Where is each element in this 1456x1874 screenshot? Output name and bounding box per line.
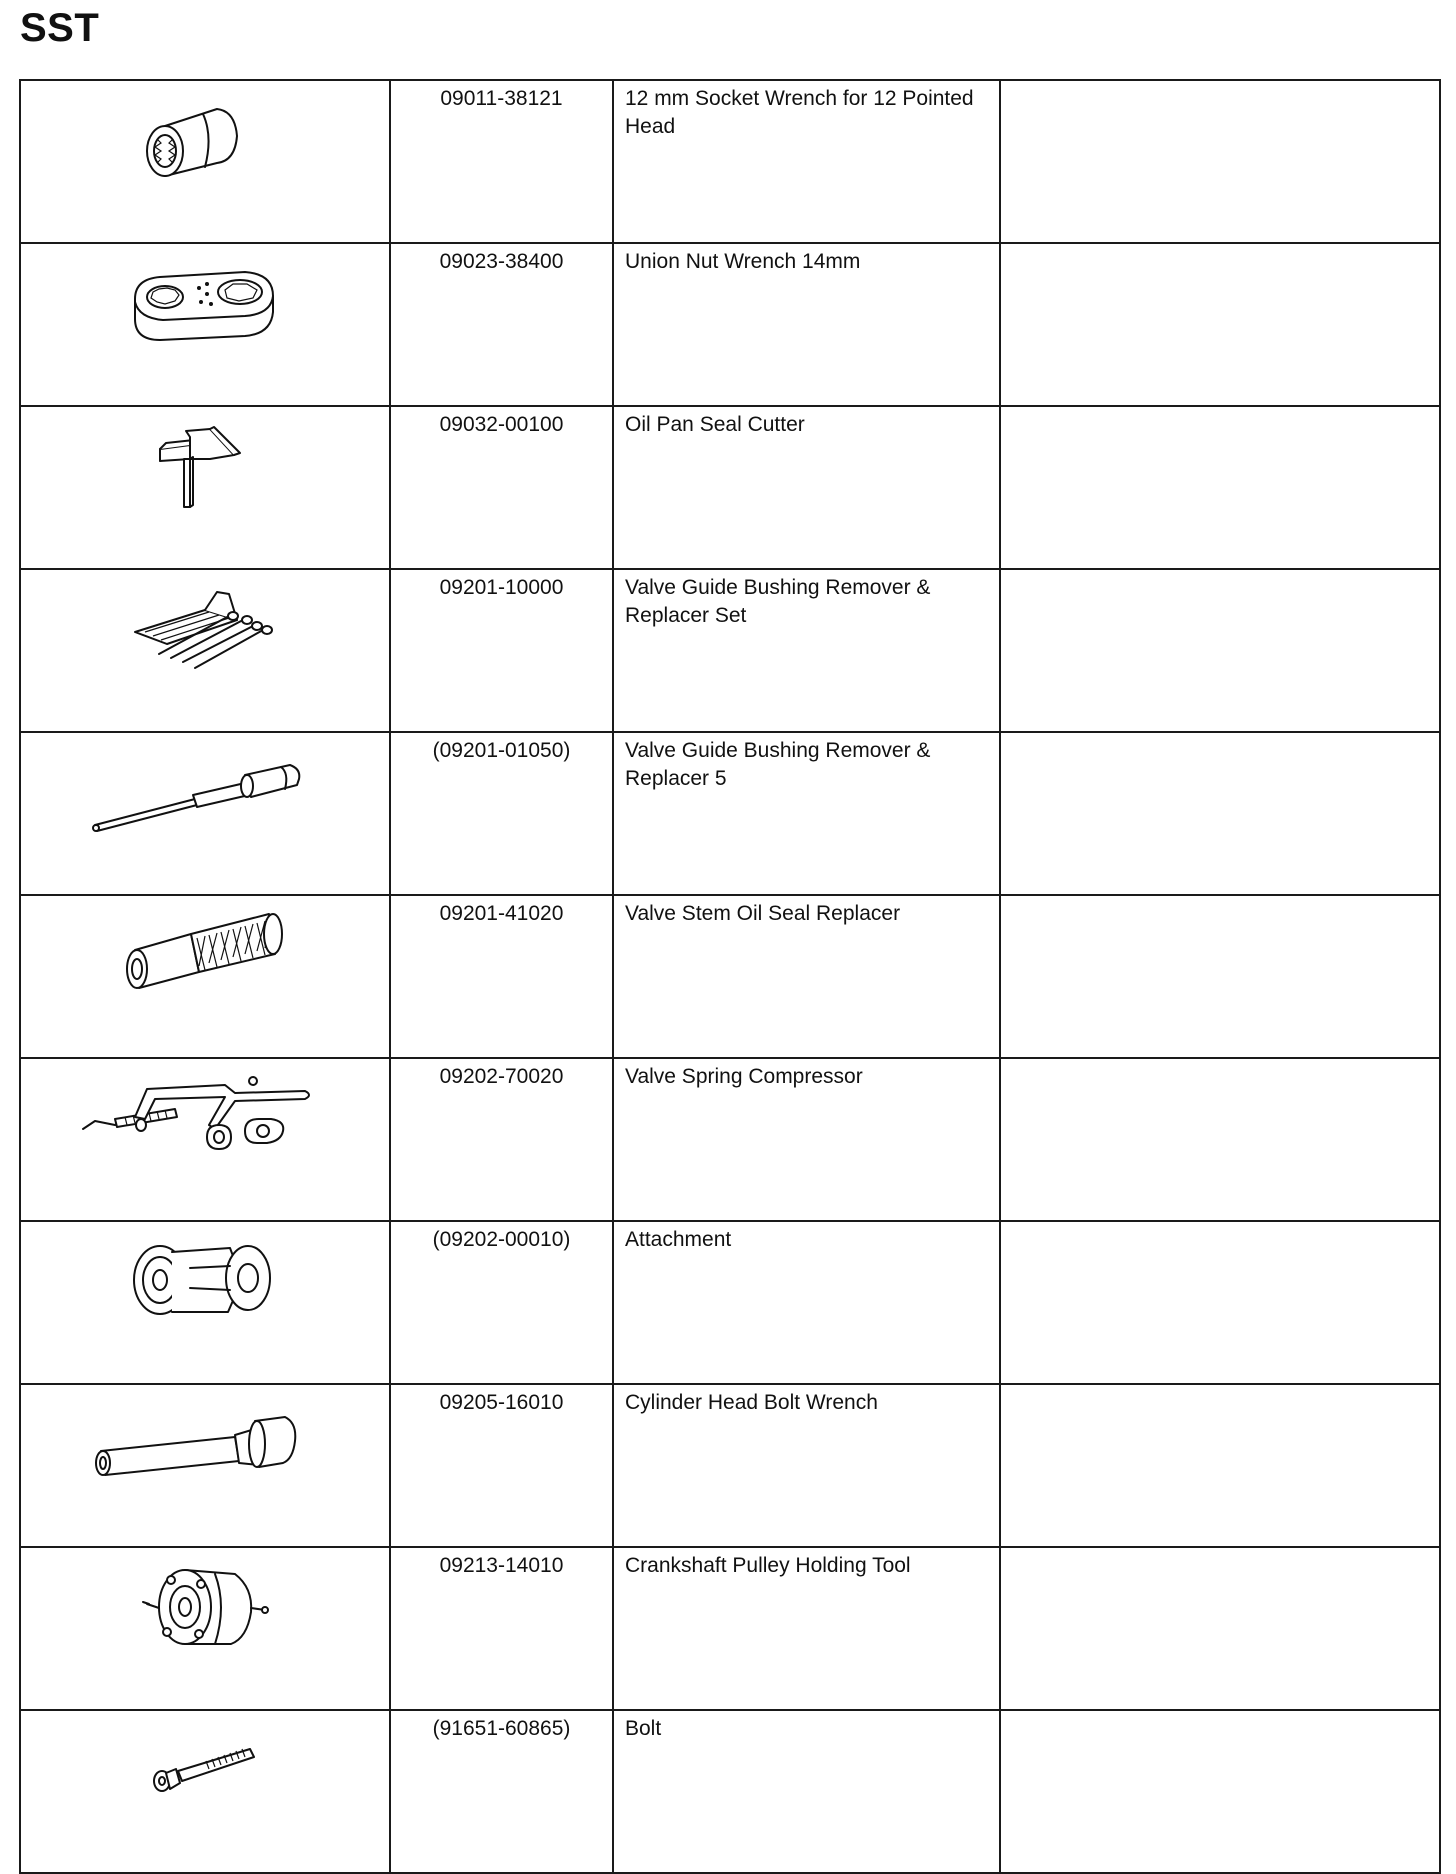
note-cell <box>1000 1384 1440 1547</box>
table-row <box>20 732 1440 895</box>
seal-cutter-icon <box>150 407 260 517</box>
note-cell <box>1000 406 1440 569</box>
note-cell <box>1000 1058 1440 1221</box>
spring-compressor-icon <box>75 1059 335 1169</box>
tool-name: Cylinder Head Bolt Wrench <box>613 1384 1000 1547</box>
note-cell <box>1000 1547 1440 1710</box>
tool-illustration-cell <box>20 243 390 406</box>
tool-illustration-cell <box>20 1221 390 1384</box>
tool-name: Union Nut Wrench 14mm <box>613 243 1000 406</box>
tool-illustration-cell <box>20 732 390 895</box>
table-row <box>20 406 1440 569</box>
note-cell <box>1000 1710 1440 1873</box>
tool-name: Valve Spring Compressor <box>613 1058 1000 1221</box>
part-number: 09201-10000 <box>390 569 613 732</box>
part-number: 09202-70020 <box>390 1058 613 1221</box>
tool-illustration-cell <box>20 406 390 569</box>
tool-illustration-cell <box>20 895 390 1058</box>
note-cell <box>1000 895 1440 1058</box>
tool-name: Valve Guide Bushing Remover & Replacer Set <box>613 569 1000 732</box>
note-cell <box>1000 1221 1440 1384</box>
part-number: 09213-14010 <box>390 1547 613 1710</box>
oil-seal-replacer-icon <box>105 896 305 1006</box>
table-row <box>20 895 1440 1058</box>
tool-illustration-cell <box>20 1384 390 1547</box>
part-number: 09032-00100 <box>390 406 613 569</box>
head-bolt-wrench-icon <box>85 1385 325 1495</box>
bushing-set-icon <box>125 570 285 680</box>
tool-name: Attachment <box>613 1221 1000 1384</box>
table-row <box>20 243 1440 406</box>
part-number: 09011-38121 <box>390 80 613 243</box>
table-row <box>20 1547 1440 1710</box>
part-number: (09201-01050) <box>390 732 613 895</box>
sst-table <box>19 79 1441 1874</box>
tool-illustration-cell <box>20 80 390 243</box>
union-nut-wrench-icon <box>115 244 295 354</box>
pulley-holding-tool-icon <box>135 1548 275 1658</box>
table-row <box>20 1384 1440 1547</box>
note-cell <box>1000 243 1440 406</box>
part-number: (91651-60865) <box>390 1710 613 1873</box>
tool-name: Oil Pan Seal Cutter <box>613 406 1000 569</box>
tool-name: Bolt <box>613 1710 1000 1873</box>
part-number: 09201-41020 <box>390 895 613 1058</box>
part-number: 09205-16010 <box>390 1384 613 1547</box>
tool-name: 12 mm Socket Wrench for 12 Pointed Head <box>613 80 1000 243</box>
socket-wrench-icon <box>125 81 285 191</box>
part-number: 09023-38400 <box>390 243 613 406</box>
tool-name: Valve Stem Oil Seal Replacer <box>613 895 1000 1058</box>
note-cell <box>1000 569 1440 732</box>
part-number: (09202-00010) <box>390 1221 613 1384</box>
tool-name: Crankshaft Pulley Holding Tool <box>613 1547 1000 1710</box>
table-row <box>20 1058 1440 1221</box>
table-row <box>20 569 1440 732</box>
note-cell <box>1000 80 1440 243</box>
tool-illustration-cell <box>20 569 390 732</box>
tool-name: Valve Guide Bushing Remover & Replacer 5 <box>613 732 1000 895</box>
table-row <box>20 80 1440 243</box>
page-title: SST <box>20 6 100 50</box>
note-cell <box>1000 732 1440 895</box>
attachment-icon <box>120 1222 290 1332</box>
tool-illustration-cell <box>20 1547 390 1710</box>
bushing-remover-icon <box>85 733 325 843</box>
tool-illustration-cell <box>20 1058 390 1221</box>
table-row <box>20 1221 1440 1384</box>
table-row <box>20 1710 1440 1873</box>
bolt-icon <box>140 1711 270 1821</box>
tool-illustration-cell <box>20 1710 390 1873</box>
